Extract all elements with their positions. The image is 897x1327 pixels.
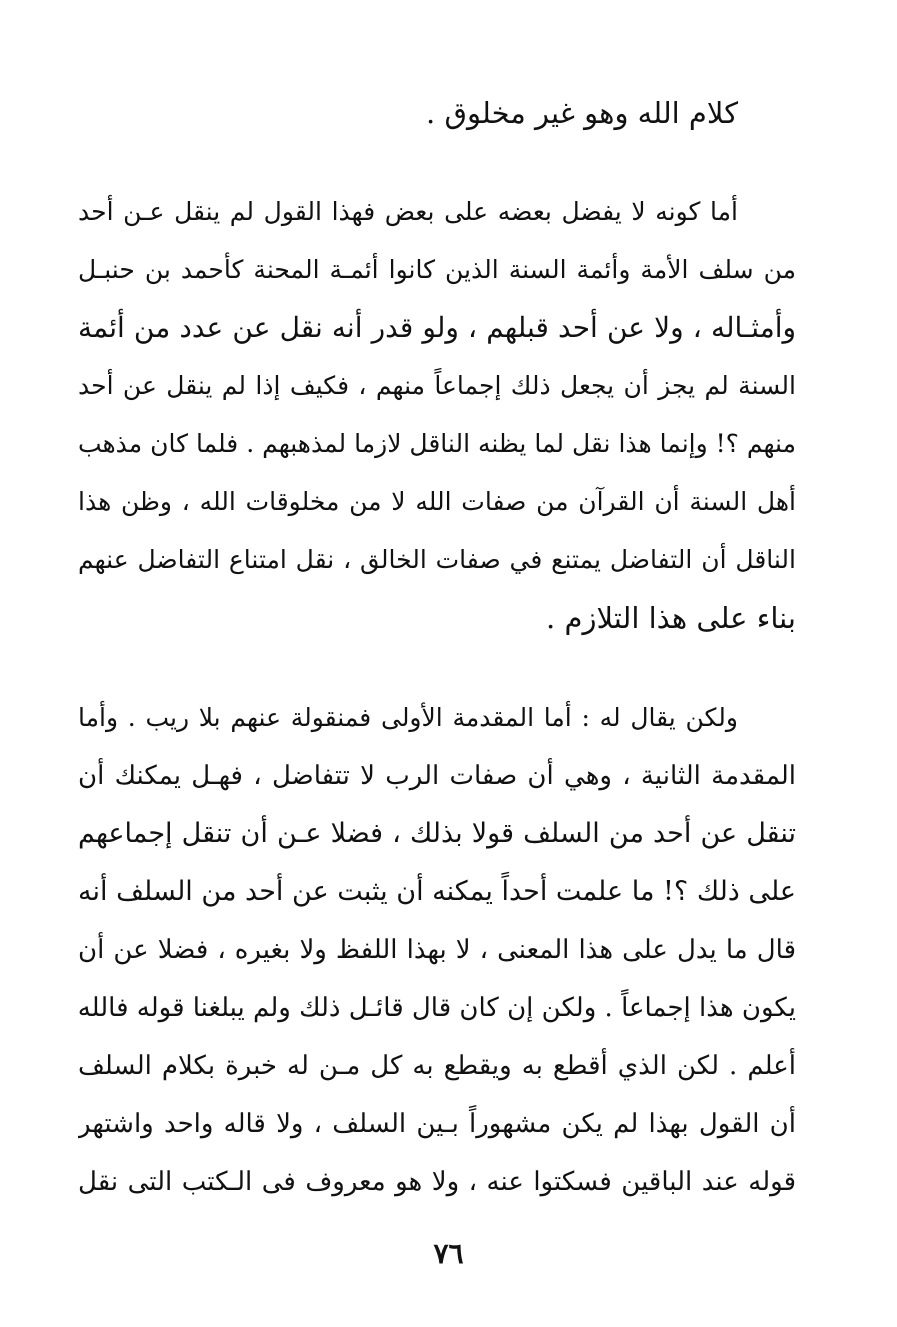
text-line: على ذلك ؟! ما علمت أحداً يمكنه أن يثبت عن أحد من السلف أنه [78,876,796,907]
text-line: أهل السنة أن القرآن من صفات الله لا من مخلوقات الله ، وظن هذا [78,487,796,516]
text-line: من سلف الأمة وأئمة السنة الذين كانوا أئمـة المحنة كأحمد بن حنبـل [78,255,796,284]
text-line: منهم ؟! وإنما هذا نقل لما يظنه الناقل لازما لمذهبهم . فلما كان مذهب [78,429,796,458]
text-line: قوله عند الباقين فسكتوا عنه ، ولا هو معروف فى الـكتب التى نقل [78,1167,796,1197]
text-line: يكون هذا إجماعاً . ولكن إن كان قال قائـل ذلك ولم يبلغنا قوله فالله [78,993,796,1023]
page-number: ٧٦ [433,1237,464,1270]
text-line: السنة لم يجز أن يجعل ذلك إجماعاً منهم ، فكيف إذا لم ينقل عن أحد [78,371,796,400]
text-line: ولكن يقال له : أما المقدمة الأولى فمنقولة عنهم بلا ريب . وأما [78,703,738,732]
text-line: الناقل أن التفاضل يمتنع في صفات الخالق ، نقل امتناع التفاضل عنهم [78,545,796,574]
text-line: أما كونه لا يفضل بعضه على بعض فهذا القول لم ينقل عـن أحد [78,197,738,226]
text-line: أعلم . لكن الذي أقطع به ويقطع به كل مـن له خبرة بكلام السلف [78,1051,796,1081]
text-line: قال ما يدل على هذا المعنى ، لا بهذا اللفظ ولا بغيره ، فضلا عن أن [78,935,796,965]
paragraph-2 [78,183,796,647]
paragraph-3 [78,689,796,1211]
text-line: تنقل عن أحد من السلف قولا بذلك ، فضلا عـن أن تنقل إجماعهم [78,818,796,849]
paragraph-1 [78,84,796,142]
text-line: وأمثـاله ، ولا عن أحد قبلهم ، ولو قدر أنه نقل عن عدد من أئمة [78,311,796,344]
text-line: بناء على هذا التلازم . [546,601,796,635]
text-line: أن القول بهذا لم يكن مشهوراً بـين السلف ، ولا قاله واحد واشتهر [78,1109,796,1139]
text-line: كلام الله وهو غير مخلوق . [426,96,738,130]
text-line: المقدمة الثانية ، وهي أن صفات الرب لا تتفاضل ، فهـل يمكنك أن [78,761,796,791]
